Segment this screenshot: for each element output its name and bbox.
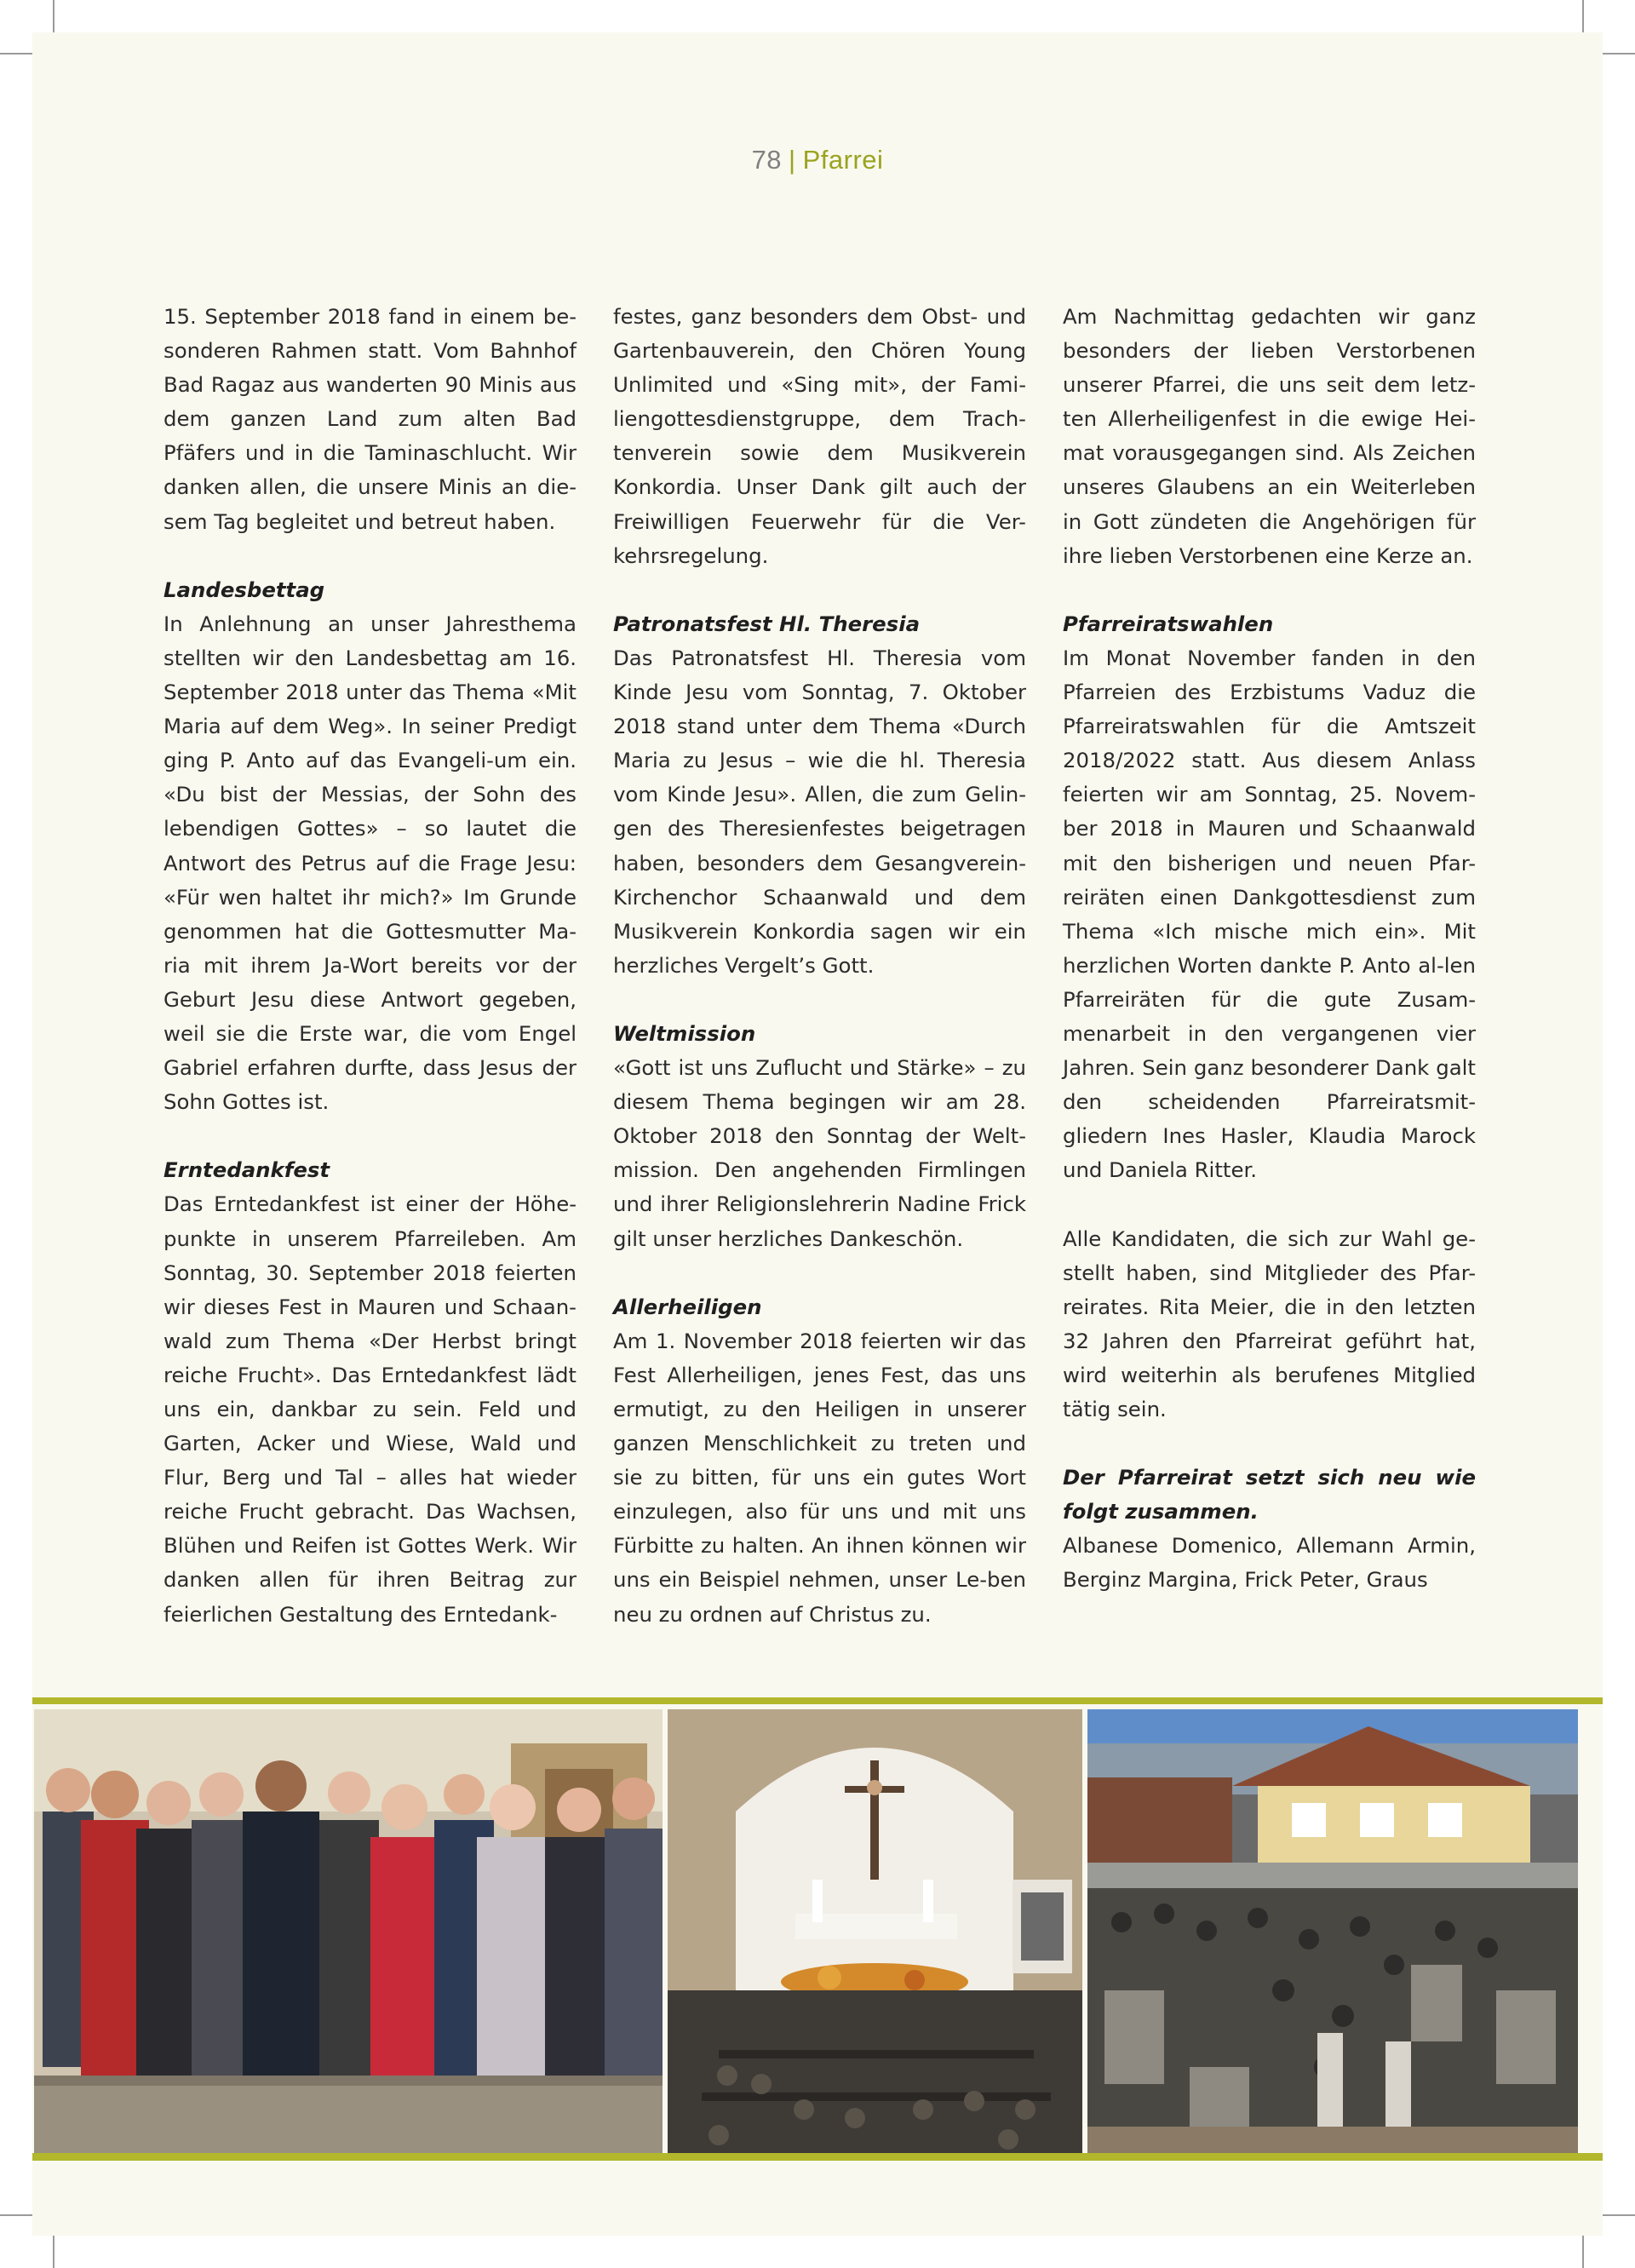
crop-mark [1582, 0, 1584, 32]
paragraph: Das Patronatsfest Hl. Theresia vom Kinde Jesu vom Sonntag, 7. Oktober 2018 stand unter dem Thema «Durch Maria zu Jesus – wie die hl. Theresia vom Kinde Jesu». Allen, die zum Gelin-gen des Theresienfestes beigetragen haben, besonders dem Gesangverein-Kirchenchor Schaanwald und dem Musikverein Konkordia sagen wir ein herzliches Vergelt’s Gott. [613, 645, 1026, 978]
crop-mark [0, 2214, 32, 2216]
crop-mark [1603, 2214, 1635, 2216]
text-column-3 [1063, 300, 1476, 1598]
cemetery-photo [1087, 1709, 1578, 2153]
paragraph: 15. September 2018 fand in einem be-sonderen Rahmen statt. Vom Bahnhof Bad Ragaz aus wanderten 90 Minis aus dem ganzen Land zum alten Bad Pfäfers und in die Taminaschlucht. Wir danken allen, die unsere Minis an die-sem Tag begleitet und betreut haben. [164, 304, 577, 534]
section-heading: Landesbettag [164, 577, 325, 602]
page-number: 78 [751, 145, 783, 175]
page-header [0, 145, 1635, 175]
paragraph: Am 1. November 2018 feierten wir das Fest Allerheiligen, jenes Fest, das uns ermutigt, zu den Heiligen in unserer ganzen Menschlichkeit zu treten und sie zu bitten, für uns ein gutes Wort einzulegen, also für uns und mit uns Fürbitte zu halten. An ihnen können wir uns ein Beispiel nehmen, unser Le-ben neu zu ordnen auf Christus zu. [613, 1328, 1026, 1627]
text-column-1 [164, 300, 577, 1632]
paragraph: Das Erntedankfest ist einer der Höhe-punkte in unserem Pfarreileben. Am Sonntag, 30. September 2018 feierten wir dieses Fest in Mauren und Schaan-wald zum Thema «Der Herbst bringt reiche Frucht». Das Erntedankfest lädt uns ein, dankbar zu sein. Feld und Garten, Acker und Wiese, Wald und Flur, Berg und Tal – alles hat wieder reiche Frucht gebracht. Das Wachsen, Blühen und Reifen ist Gottes Werk. Wir danken allen für ihren Beitrag zur feierlichen Gestaltung des Erntedank- [164, 1191, 577, 1627]
paragraph: festes, ganz besonders dem Obst- und Gartenbauverein, den Chören Young Unlimited und «Sing mit», der Fami-liengottesdienstgruppe, dem Trach-tenverein sowie dem Musikverein Konkordia. Unser Dank gilt auch der Freiwilligen Feuerwehr für die Ver-kehrsregelung. [613, 304, 1026, 568]
section-title: Pfarrei [802, 145, 884, 175]
text-column-2 [613, 300, 1026, 1632]
paragraph: «Gott ist uns Zuflucht und Stärke» – zu diesem Thema begingen wir am 28. Oktober 2018 den Sonntag der Welt-mission. Den angehenden Firmlingen und ihrer Religionslehrerin Nadine Frick gilt unser herzliches Dankeschön. [613, 1055, 1026, 1251]
crop-mark [0, 53, 32, 55]
photo-strip-top-rule [32, 1697, 1603, 1704]
paragraph: Alle Kandidaten, die sich zur Wahl ge-stellt haben, sind Mitglieder des Pfar-reirates. Rita Meier, die in den letzten 32 Jahren den Pfarreirat geführt hat, wird weiterhin als berufenes Mitglied tätig sein. [1063, 1226, 1476, 1421]
paragraph: Am Nachmittag gedachten wir ganz besonders der lieben Verstorbenen unserer Pfarrei, die uns seit dem letz-ten Allerheiligenfest in die ewige Hei-mat vorausgegangen sind. Als Zeichen unseres Glaubens an ein Weiterleben in Gott zündeten die Angehörigen für ihre lieben Verstorbenen eine Kerze an. [1063, 304, 1476, 568]
crop-mark [53, 0, 54, 32]
paragraph: In Anlehnung an unser Jahresthema stellten wir den Landesbettag am 16. September 2018 unter das Thema «Mit Maria auf dem Weg». In seiner Predigt ging P. Anto auf das Evangeli-um ein. «Du bist der Messias, der Sohn des lebendigen Gottes» – so lautet die Antwort des Petrus auf die Frage Jesu: «Für wen haltet ihr mich?» Im Grunde genommen hat die Gottesmutter Ma-ria mit ihrem Ja-Wort bereits vor der Geburt Jesu diese Antwort gegeben, weil sie die Erste war, die vom Engel Gabriel erfahren durfte, dass Jesus der Sohn Gottes ist. [164, 611, 577, 1115]
section-heading: Pfarreiratswahlen [1063, 611, 1274, 636]
paragraph: Im Monat November fanden in den Pfarreien des Erzbistums Vaduz die Pfarreiratswahlen für die Amtszeit 2018/2022 statt. Aus diesem Anlass feierten wir am Sonntag, 25. Novem-ber 2018 in Mauren und Schaanwald mit den bisherigen und neuen Pfar-reiräten einen Dankgottesdienst zum Thema «Ich mische mich ein». Mit herzlichen Worten dankte P. Anto al-len Pfarreiräten für die gute Zusam-menarbeit in den vergangenen vier Jahren. Sein ganz besonderer Dank galt den scheidenden Pfarreiratsmit-gliedern Ines Hasler, Klaudia Marock und Daniela Ritter. [1063, 645, 1476, 1183]
section-heading: Patronatsfest Hl. Theresia [613, 611, 921, 636]
section-heading: Erntedankfest [164, 1157, 330, 1183]
header-separator: | [789, 145, 796, 175]
group-photo [34, 1709, 663, 2153]
crop-mark [1582, 2236, 1584, 2268]
church-interior-photo [668, 1709, 1082, 2153]
crop-mark [1603, 53, 1635, 55]
section-heading: Der Pfarreirat setzt sich neu wie folgt zusammen. [1063, 1465, 1476, 1524]
section-heading: Weltmission [613, 1020, 756, 1046]
crop-mark [53, 2236, 54, 2268]
paragraph: Albanese Domenico, Allemann Armin, Berginz Margina, Frick Peter, Graus [1063, 1533, 1476, 1593]
section-heading: Allerheiligen [613, 1294, 762, 1319]
photo-strip-bottom-rule [32, 2153, 1603, 2161]
